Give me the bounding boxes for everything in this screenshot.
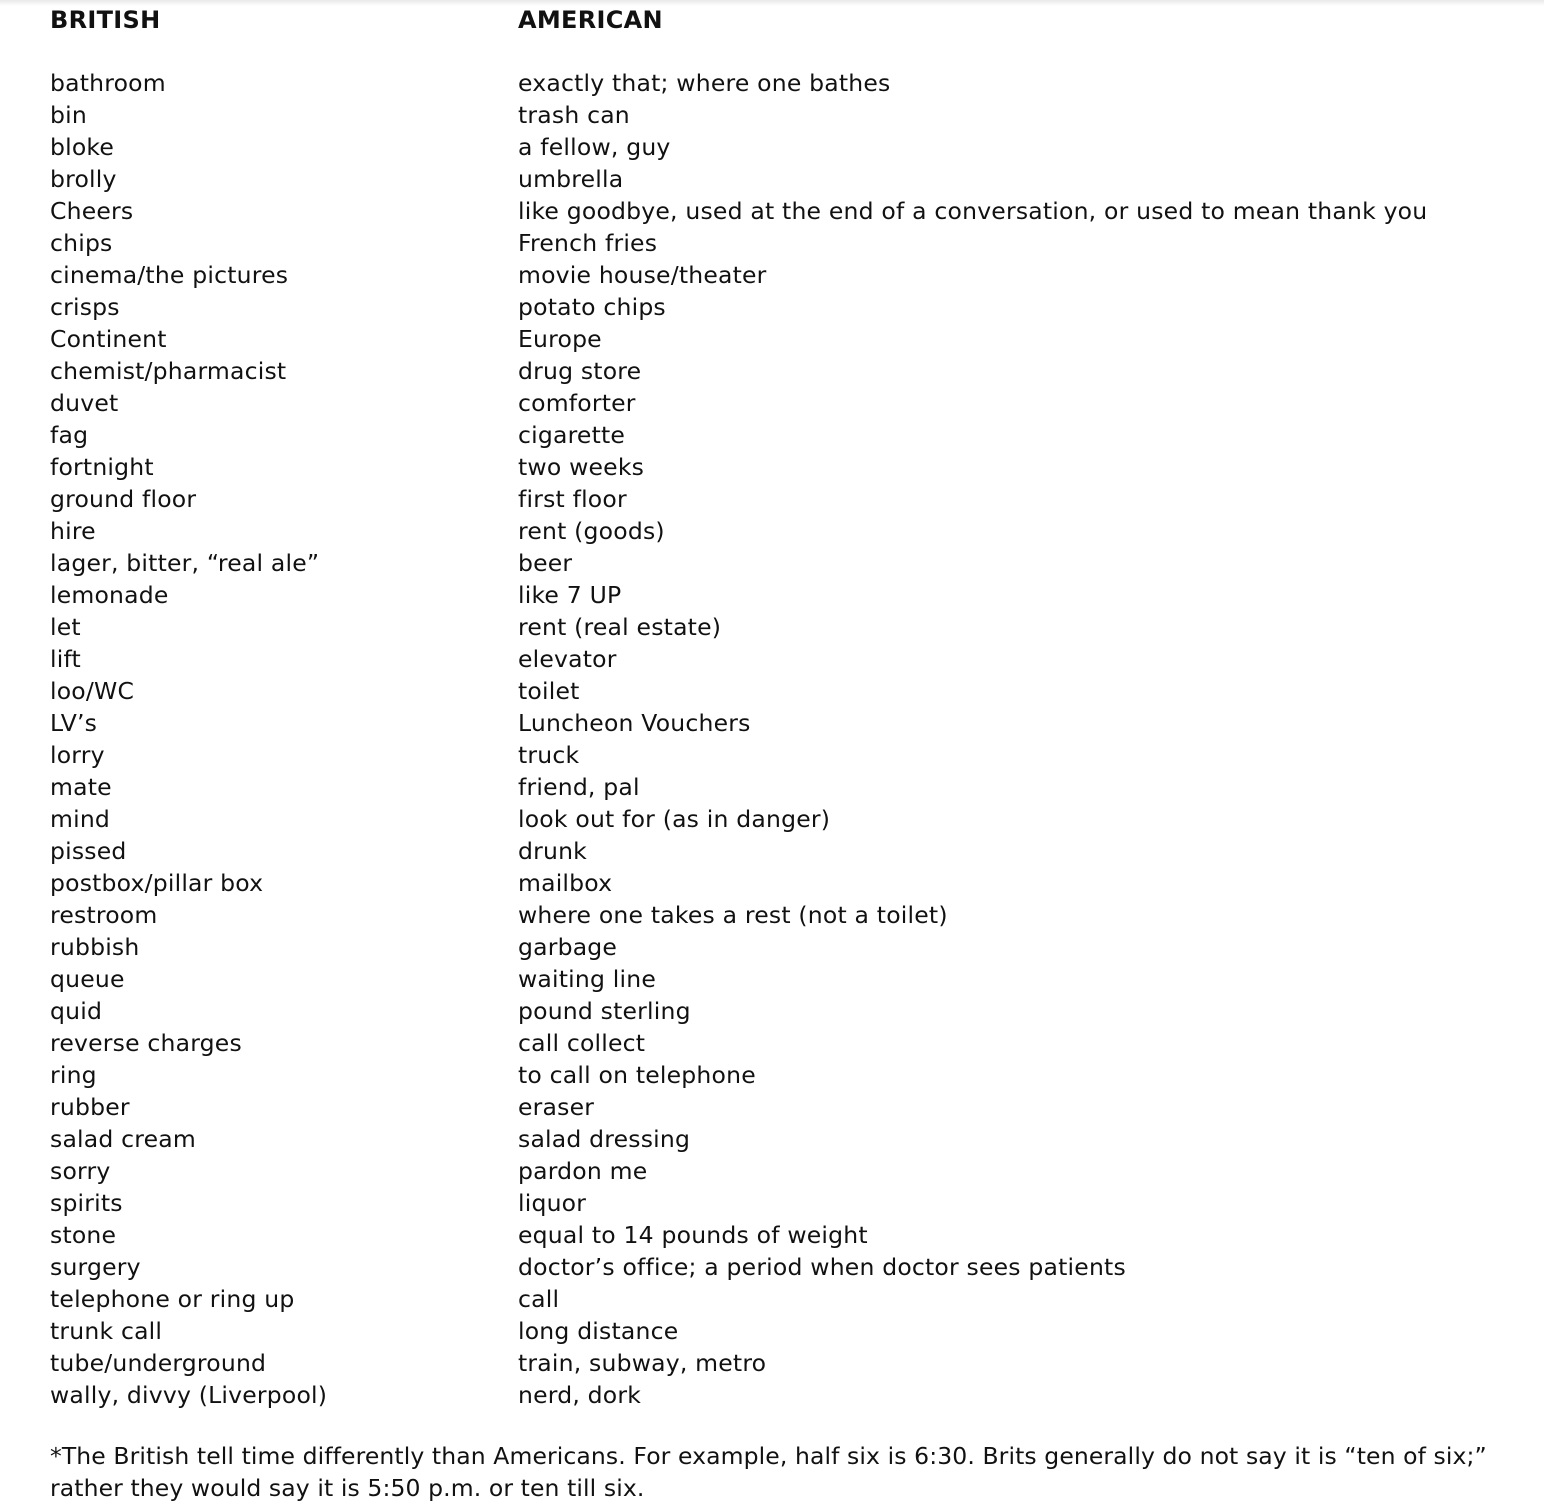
american-meaning: French fries: [518, 229, 658, 257]
american-meaning: garbage: [518, 933, 618, 961]
table-row: [0, 195, 1544, 227]
table-row: [0, 1155, 1544, 1187]
column-headers: [0, 4, 1544, 36]
table-row: [0, 131, 1544, 163]
british-term: stone: [50, 1221, 117, 1249]
table-row: [0, 1059, 1544, 1091]
british-term: pissed: [50, 837, 127, 865]
table-row: [0, 1315, 1544, 1347]
table-row: [0, 643, 1544, 675]
american-meaning: nerd, dork: [518, 1381, 642, 1409]
british-term: fag: [50, 421, 89, 449]
british-term: LV’s: [50, 709, 98, 737]
american-meaning: cigarette: [518, 421, 626, 449]
british-term: reverse charges: [50, 1029, 242, 1057]
british-term: salad cream: [50, 1125, 196, 1153]
american-meaning: salad dressing: [518, 1125, 691, 1153]
american-meaning: two weeks: [518, 453, 645, 481]
american-meaning: pound sterling: [518, 997, 691, 1025]
table-row: [0, 451, 1544, 483]
british-term: quid: [50, 997, 103, 1025]
table-row: [0, 1379, 1544, 1411]
british-term: bloke: [50, 133, 115, 161]
british-term: rubber: [50, 1093, 130, 1121]
british-term: lorry: [50, 741, 105, 769]
american-meaning: first floor: [518, 485, 627, 513]
table-row: [0, 899, 1544, 931]
american-meaning: like goodbye, used at the end of a conversation, or used to mean thank you: [518, 197, 1428, 225]
british-term: Cheers: [50, 197, 134, 225]
british-term: mate: [50, 773, 112, 801]
british-term: let: [50, 613, 81, 641]
british-term: rubbish: [50, 933, 140, 961]
table-row: [0, 963, 1544, 995]
american-meaning: liquor: [518, 1189, 587, 1217]
american-meaning: Europe: [518, 325, 602, 353]
table-row: [0, 547, 1544, 579]
british-term: queue: [50, 965, 125, 993]
table-row: [0, 1283, 1544, 1315]
american-meaning: to call on telephone: [518, 1061, 756, 1089]
american-meaning: toilet: [518, 677, 580, 705]
british-term: duvet: [50, 389, 119, 417]
british-term: bin: [50, 101, 87, 129]
british-term: postbox/pillar box: [50, 869, 264, 897]
american-meaning: exactly that; where one bathes: [518, 69, 891, 97]
american-meaning: drug store: [518, 357, 642, 385]
table-row: [0, 1251, 1544, 1283]
table-row: [0, 739, 1544, 771]
american-meaning: friend, pal: [518, 773, 640, 801]
table-row: [0, 803, 1544, 835]
american-meaning: train, subway, metro: [518, 1349, 767, 1377]
table-row: [0, 227, 1544, 259]
american-meaning: umbrella: [518, 165, 624, 193]
table-row: [0, 1187, 1544, 1219]
british-term: sorry: [50, 1157, 111, 1185]
american-meaning: truck: [518, 741, 580, 769]
table-row: [0, 1347, 1544, 1379]
british-term: crisps: [50, 293, 120, 321]
american-meaning: a fellow, guy: [518, 133, 671, 161]
american-meaning: mailbox: [518, 869, 613, 897]
british-term: restroom: [50, 901, 158, 929]
table-row: [0, 163, 1544, 195]
british-term: Continent: [50, 325, 167, 353]
american-column-header: AMERICAN: [518, 6, 663, 34]
british-column-header: BRITISH: [50, 6, 161, 34]
footnote: *The British tell time differently than Americans. For example, half six is 6:30. Brits generally do not say it is “ten of six;” rather they would say it is 5:50 p.m. or ten till six.: [50, 1442, 1487, 1502]
table-row: [0, 995, 1544, 1027]
table-row: [0, 835, 1544, 867]
table-row: [0, 67, 1544, 99]
american-meaning: waiting line: [518, 965, 656, 993]
table-row: [0, 515, 1544, 547]
table-row: [0, 771, 1544, 803]
table-row: [0, 323, 1544, 355]
american-meaning: elevator: [518, 645, 617, 673]
american-meaning: potato chips: [518, 293, 666, 321]
british-term: cinema/the pictures: [50, 261, 289, 289]
british-term: trunk call: [50, 1317, 163, 1345]
table-row: [0, 483, 1544, 515]
british-term: lager, bitter, “real ale”: [50, 549, 320, 577]
table-row: [0, 291, 1544, 323]
american-meaning: eraser: [518, 1093, 595, 1121]
table-row: [0, 1219, 1544, 1251]
british-term: telephone or ring up: [50, 1285, 295, 1313]
american-meaning: rent (real estate): [518, 613, 722, 641]
british-term: ring: [50, 1061, 97, 1089]
american-meaning: long distance: [518, 1317, 679, 1345]
british-term: chemist/pharmacist: [50, 357, 287, 385]
american-meaning: trash can: [518, 101, 630, 129]
american-meaning: rent (goods): [518, 517, 665, 545]
american-meaning: where one takes a rest (not a toilet): [518, 901, 948, 929]
table-row: [0, 707, 1544, 739]
british-term: lift: [50, 645, 81, 673]
american-meaning: look out for (as in danger): [518, 805, 831, 833]
table-row: [0, 259, 1544, 291]
american-meaning: beer: [518, 549, 573, 577]
glossary-table: [0, 67, 1544, 1411]
table-row: [0, 931, 1544, 963]
british-term: fortnight: [50, 453, 154, 481]
british-term: wally, divvy (Liverpool): [50, 1381, 328, 1409]
american-meaning: call collect: [518, 1029, 646, 1057]
british-term: mind: [50, 805, 111, 833]
american-meaning: call: [518, 1285, 560, 1313]
british-term: surgery: [50, 1253, 141, 1281]
british-term: hire: [50, 517, 96, 545]
american-meaning: pardon me: [518, 1157, 648, 1185]
table-row: [0, 867, 1544, 899]
table-row: [0, 579, 1544, 611]
british-term: brolly: [50, 165, 117, 193]
british-term: ground floor: [50, 485, 197, 513]
table-row: [0, 355, 1544, 387]
british-term: bathroom: [50, 69, 166, 97]
table-row: [0, 1027, 1544, 1059]
british-term: spirits: [50, 1189, 123, 1217]
british-term: chips: [50, 229, 113, 257]
table-row: [0, 387, 1544, 419]
american-meaning: doctor’s office; a period when doctor sees patients: [518, 1253, 1126, 1281]
american-meaning: drunk: [518, 837, 587, 865]
british-term: tube/underground: [50, 1349, 267, 1377]
american-meaning: movie house/theater: [518, 261, 767, 289]
american-meaning: comforter: [518, 389, 636, 417]
american-meaning: like 7 UP: [518, 581, 622, 609]
british-term: lemonade: [50, 581, 169, 609]
british-term: loo/WC: [50, 677, 135, 705]
table-row: [0, 419, 1544, 451]
american-meaning: Luncheon Vouchers: [518, 709, 751, 737]
table-row: [0, 99, 1544, 131]
table-row: [0, 1091, 1544, 1123]
table-row: [0, 611, 1544, 643]
table-row: [0, 675, 1544, 707]
table-row: [0, 1123, 1544, 1155]
american-meaning: equal to 14 pounds of weight: [518, 1221, 868, 1249]
